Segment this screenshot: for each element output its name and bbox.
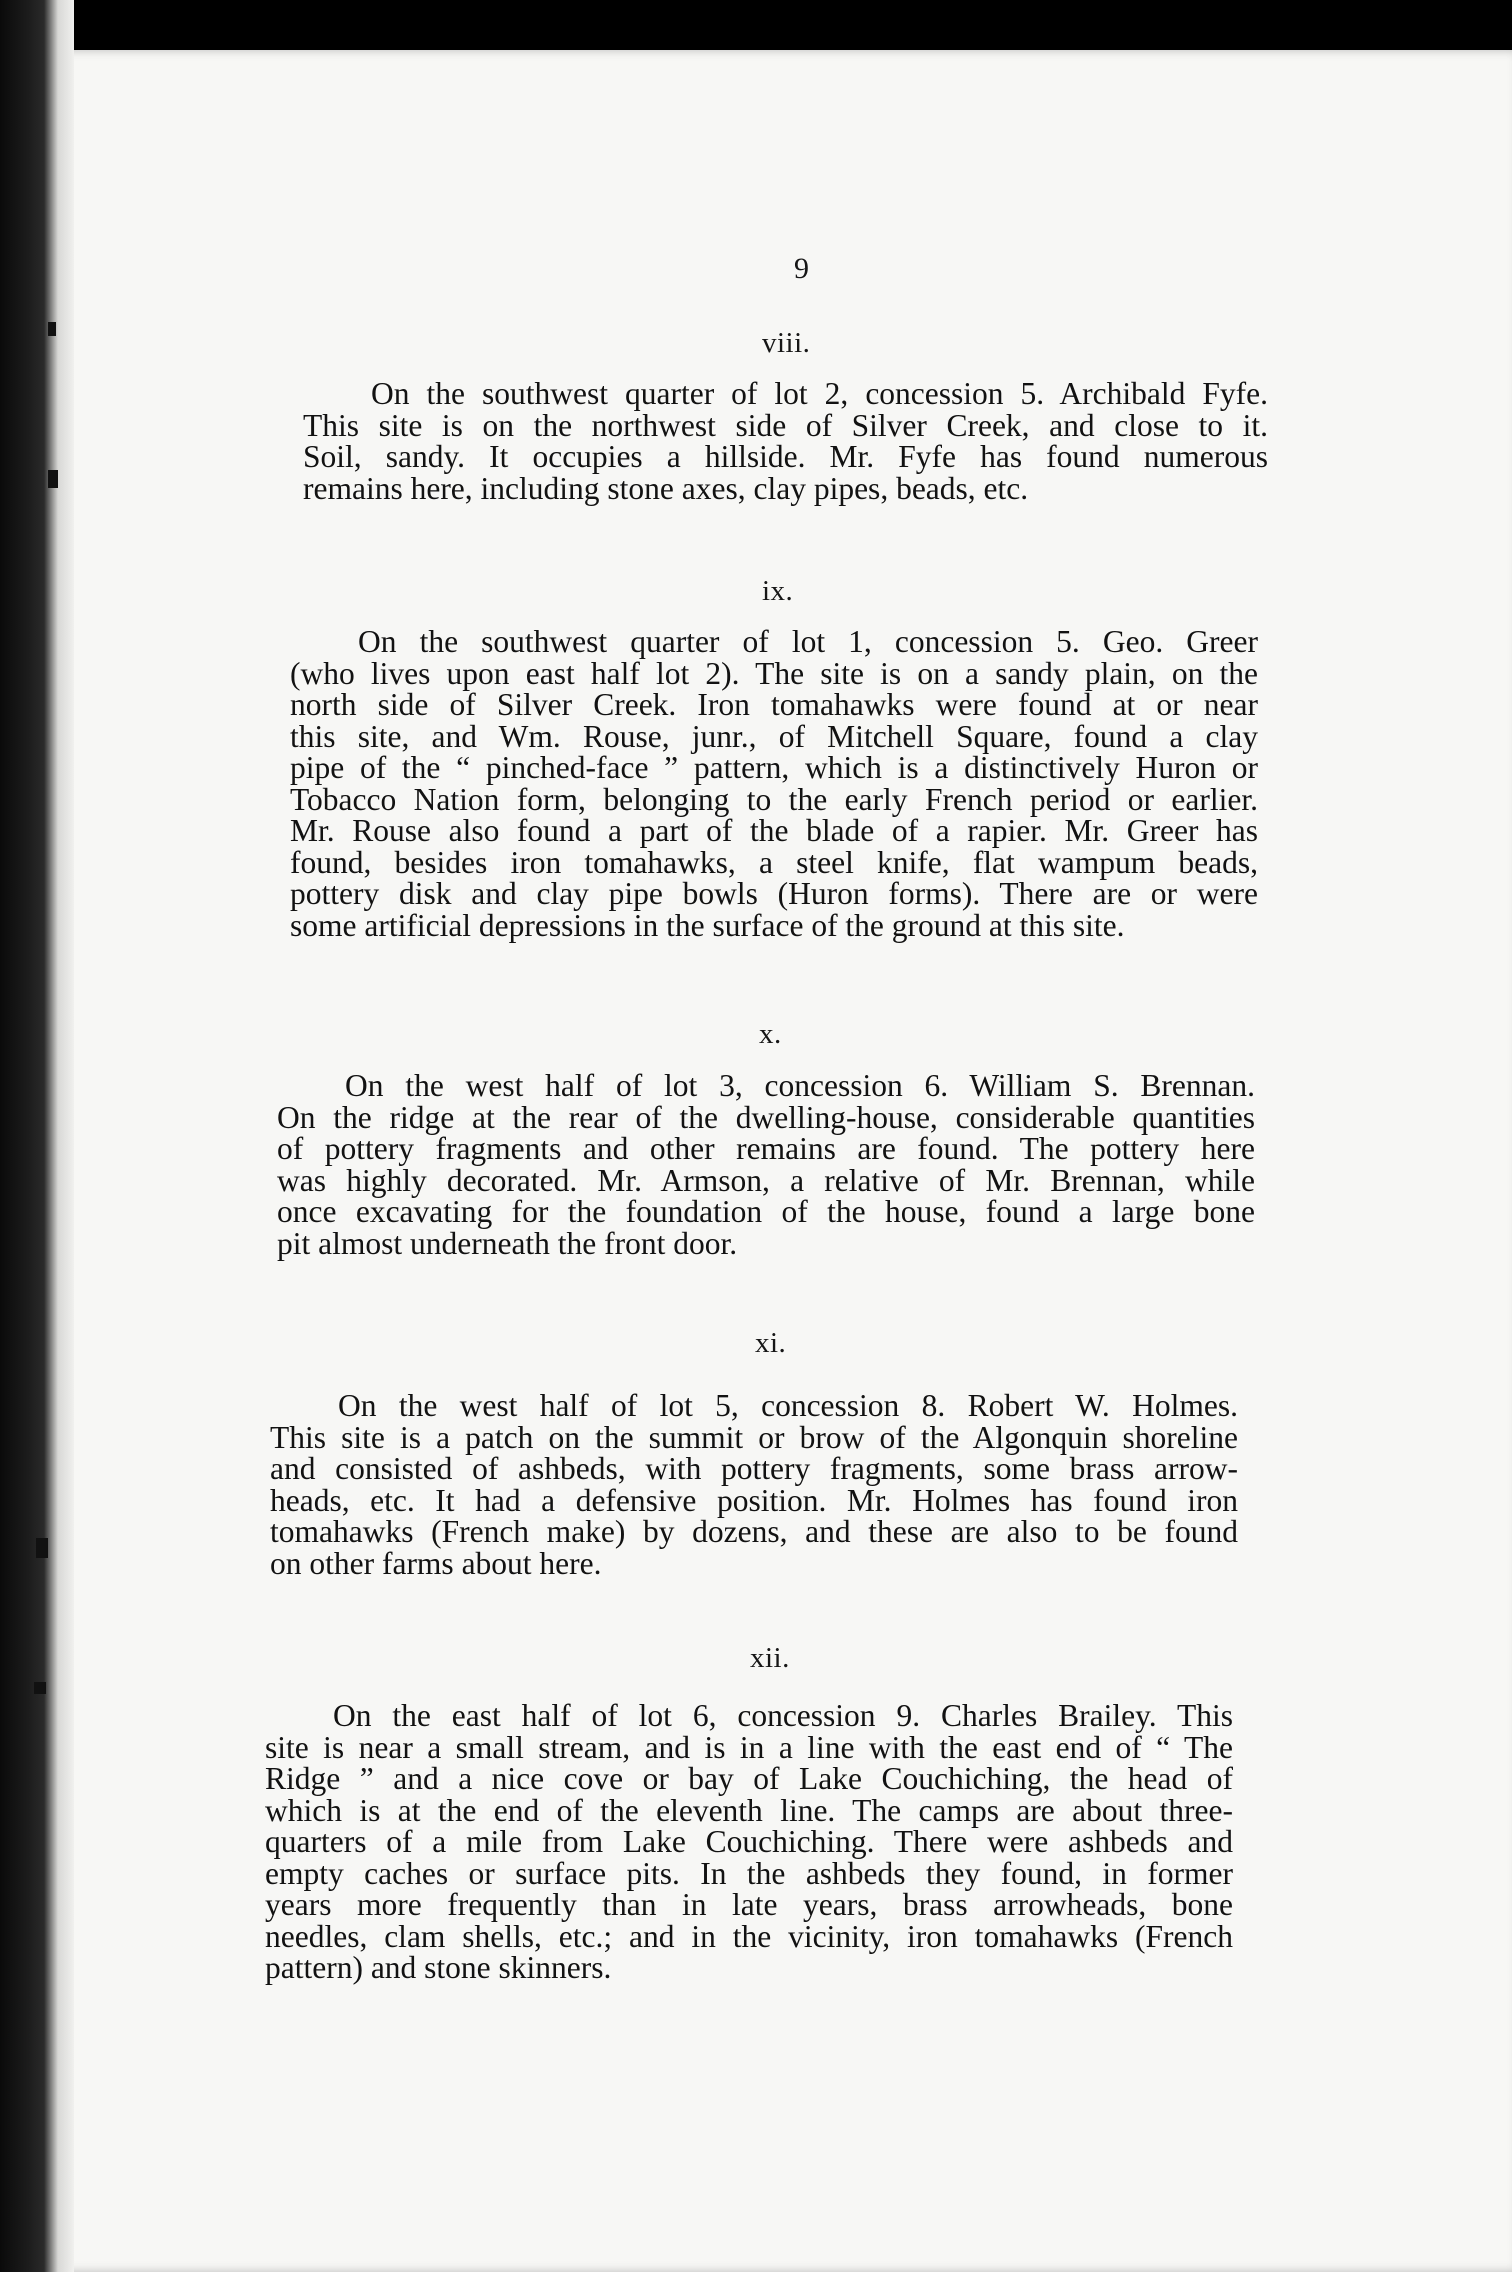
- paragraph-line: which is at the end of the eleventh line. The camps are about three-: [265, 1792, 1233, 1828]
- paragraph-line: and consisted of ashbeds, with pottery fragments, some brass arrow-: [270, 1451, 1238, 1486]
- paragraph-line: tomahawks (French make) by dozens, and these are also to be found: [270, 1514, 1238, 1549]
- paragraph-line: Soil, sandy. It occupies a hillside. Mr. Fyfe has found numerous: [303, 439, 1268, 474]
- paragraph-line: heads, etc. It had a defensive position. Mr. Holmes has found iron: [270, 1482, 1238, 1518]
- paragraph-line: This site is on the northwest side of Silver Creek, and close to it.: [303, 407, 1268, 443]
- paragraph-line: empty caches or surface pits. In the ashbeds they found, in former: [265, 1855, 1233, 1891]
- paragraph-line: found, besides iron tomahawks, a steel knife, flat wampum beads,: [290, 844, 1258, 880]
- section-heading: xi.: [755, 1327, 787, 1359]
- paragraph-line: Tobacco Nation form, belonging to the early French period or earlier.: [290, 781, 1258, 817]
- paragraph-line: pattern) and stone skinners.: [265, 1950, 612, 1985]
- paragraph-line: On the southwest quarter of lot 2, concession 5. Archibald Fyfe.: [371, 376, 1268, 411]
- paragraph-line: on other farms about here.: [270, 1545, 602, 1581]
- paragraph-line: Mr. Rouse also found a part of the blade of a rapier. Mr. Greer has: [290, 813, 1258, 848]
- paragraph-line: some artificial depressions in the surface of the ground at this site.: [290, 907, 1125, 943]
- paragraph-line: On the southwest quarter of lot 1, concession 5. Geo. Greer: [358, 624, 1258, 659]
- page-number: 9: [794, 252, 809, 285]
- binding-thread-mark: [34, 1682, 46, 1694]
- section-heading: ix.: [762, 575, 794, 607]
- paragraph-line: On the west half of lot 5, concession 8. Robert W. Holmes.: [338, 1388, 1238, 1423]
- paragraph-line: On the east half of lot 6, concession 9. Charles Brailey. This: [333, 1698, 1233, 1733]
- section-heading: xii.: [750, 1642, 790, 1674]
- paragraph-line: pit almost underneath the front door.: [277, 1225, 738, 1261]
- binding-thread-mark: [36, 1538, 48, 1558]
- binding-thread-mark: [48, 470, 58, 488]
- section-heading: viii.: [762, 327, 811, 359]
- book-gutter: [0, 0, 74, 2272]
- paragraph-line: north side of Silver Creek. Iron tomahawks were found at or near: [290, 687, 1258, 722]
- paragraph-line: pottery disk and clay pipe bowls (Huron forms). There are or were: [290, 876, 1258, 911]
- paragraph-line: this site, and Wm. Rouse, junr., of Mitchell Square, found a clay: [290, 718, 1258, 754]
- paragraph-line: On the west half of lot 3, concession 6. William S. Brennan.: [345, 1068, 1255, 1103]
- paragraph-line: Ridge ” and a nice cove or bay of Lake Couchiching, the head of: [265, 1761, 1233, 1796]
- paragraph-line: (who lives upon east half lot 2). The site is on a sandy plain, on the: [290, 655, 1258, 691]
- paragraph-line: of pottery fragments and other remains are found. The pottery here: [277, 1131, 1255, 1166]
- paragraph-line: site is near a small stream, and is in a line with the east end of “ The: [265, 1729, 1233, 1765]
- paragraph-line: needles, clam shells, etc.; and in the vicinity, iron tomahawks (French: [265, 1918, 1233, 1954]
- paragraph-line: quarters of a mile from Lake Couchiching. There were ashbeds and: [265, 1824, 1233, 1859]
- paragraph-line: On the ridge at the rear of the dwelling-house, considerable quantities: [277, 1099, 1255, 1135]
- binding-thread-mark: [48, 322, 56, 336]
- paragraph-line: once excavating for the foundation of the house, found a large bone: [277, 1194, 1255, 1229]
- paragraph-line: was highly decorated. Mr. Armson, a relative of Mr. Brennan, while: [277, 1162, 1255, 1198]
- section-heading: x.: [759, 1018, 782, 1050]
- paragraph-line: This site is a patch on the summit or brow of the Algonquin shoreline: [270, 1419, 1238, 1455]
- paragraph-line: pipe of the “ pinched-face ” pattern, which is a distinctively Huron or: [290, 750, 1258, 785]
- paragraph-line: remains here, including stone axes, clay pipes, beads, etc.: [303, 470, 1029, 506]
- paragraph-line: years more frequently than in late years, brass arrowheads, bone: [265, 1887, 1233, 1922]
